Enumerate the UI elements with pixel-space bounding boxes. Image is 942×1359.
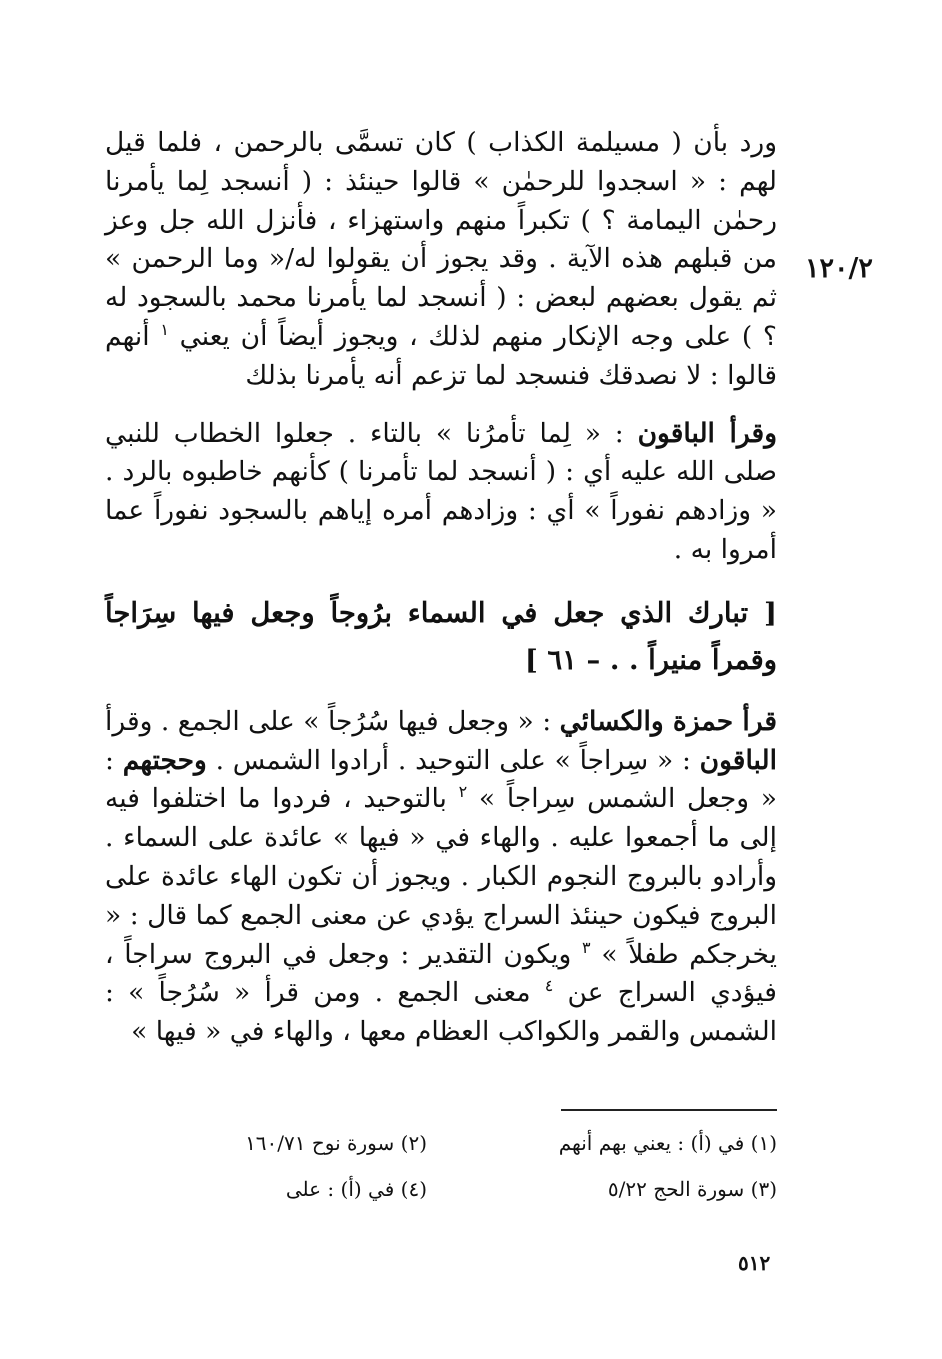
footnote-ref-3: ٣ [582,937,591,957]
margin-page-reference: ١٢٠/٢ [805,253,873,284]
paragraph-3-text-a: : « وجعل فيها سُرُجاً » على الجمع . وقرأ [105,705,552,737]
paragraph-3-text-b: : « سِراجاً » على التوحيد . أرادوا الشمس . [215,744,691,776]
paragraph-3-lead-2: الباقون [699,744,777,776]
footnote-separator [561,1109,777,1111]
paragraph-2-text: : « لِما تأمرُنا » بالتاء . جعلوا الخطاب للنبي صلى الله عليه أي : ( أنسجد لما تأمرنا ) كأنهم خاطبوه بالرد . « وزادهم نفوراً » أي : وزادهم أمره إياهم بالسجود نفوراً عما أمروا به . [105,417,777,565]
footnote-ref-4: ٤ [544,976,554,996]
paragraph-3-lead: قرأ حمزة والكسائي [559,705,777,737]
paragraph-3 [105,703,777,1052]
footnote-1: (١) في (أ) : يعني بهم أنهم [558,1131,777,1155]
footnote-2: (٢) سورة نوح ١٦٠/٧١ [245,1131,427,1155]
paragraph-1 [105,124,777,396]
paragraph-3-text-e: ويكون التقدير : وجعل في البروج سراجاً ، فيؤدي السراج عن [105,938,777,1009]
paragraph-3-text-d: بالتوحيد ، فردوا ما اختلفوا فيه إلى ما أجمعوا عليه . والهاء في « فيها » عائدة على السماء . وأرادو بالبروج النجوم الكبار . ويجوز أن تكون الهاء عائدة على البروج فيكون حينئذ السراج يؤدي عن معنى الجمع كما قال : « يخرجكم طفلاً » [105,783,777,970]
footnote-ref-2: ٢ [458,782,468,802]
page-number: ٥١٢ [738,1251,771,1275]
paragraph-1-text: ورد بأن ( مسيلمة الكذاب ) كان تسمَّى بالرحمن ، فلما قيل لهم : « اسجدوا للرحمٰن » قالوا حينئذ : ( أنسجد لِما يأمرنا رحمٰن اليمامة ؟ ) تكبراً منهم واستهزاء ، فأنزل الله جل وعز من قبلهم هذه الآية . وقد يجوز أن يقولوا له/« وما الرحمن » ثم يقول بعضهم لبعض : ( أنسجد لما يأمرنا محمد بالسجود له ؟ ) على وجه الإنكار منهم لذلك ، ويجوز أيضاً أن يعني [105,127,778,352]
paragraph-3-text-f: معنى الجمع . ومن قرأ « سُرُجاً » : الشمس والقمر والكواكب العظام معها ، والهاء في « فيها » [105,977,777,1048]
footnote-ref-1: ١ [160,320,169,340]
paragraph-1-tail: أنهم قالوا : لا نصدقك فنسجد لما تزعم أنه يأمرنا بذلك [105,320,777,391]
main-text-block [105,124,777,1052]
paragraph-2 [105,415,777,570]
footnote-4: (٤) في (أ) : على [285,1177,427,1201]
paragraph-3-lead-3: وحجتهم [122,744,207,776]
quran-verse-heading: [ تبارك الذي جعل في السماء برُوجاً وجعل فيها سِرَاجاً وقمراً منيراً . . – ٦١ ] [105,596,777,676]
paragraph-2-lead: وقرأ الباقون [637,417,777,449]
footnote-3: (٣) سورة الحج ٥/٢٢ [607,1177,777,1201]
paragraph-3-text-c: : « وجعل الشمس سِراجاً » [105,744,777,815]
